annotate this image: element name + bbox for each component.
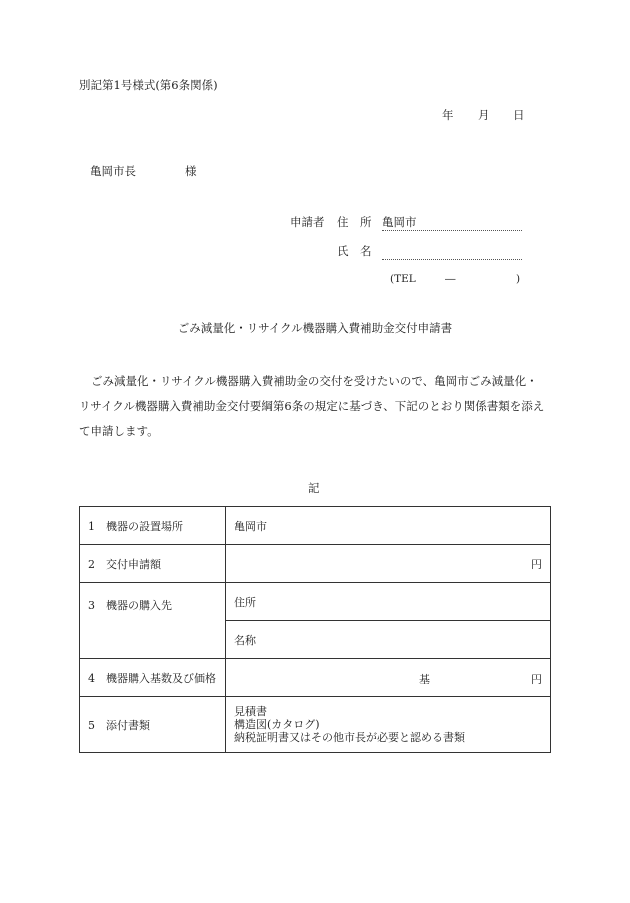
application-table bbox=[79, 506, 551, 753]
price-unit: 円 bbox=[531, 673, 542, 686]
install-location-label: 1 機器の設置場所 bbox=[80, 507, 226, 545]
install-location-value[interactable]: 亀岡市 bbox=[226, 507, 551, 545]
table-row bbox=[80, 507, 551, 545]
attachments-list bbox=[226, 697, 551, 753]
attachment-item: 見積書 bbox=[234, 705, 267, 718]
table-row bbox=[80, 583, 551, 621]
date-day-label: 日 bbox=[513, 108, 525, 122]
addressee-honorific: 様 bbox=[185, 164, 197, 178]
document-title: ごみ減量化・リサイクル機器購入費補助金交付申請書 bbox=[177, 321, 453, 335]
yen-unit: 円 bbox=[531, 557, 542, 571]
address-value: 亀岡市 bbox=[382, 215, 417, 229]
vendor-address-label: 住所 bbox=[234, 595, 256, 609]
count-price-label: 4 機器購入基数及び価格 bbox=[80, 659, 226, 697]
applicant-label: 申請者 bbox=[290, 215, 325, 229]
vendor-label: 3 機器の購入先 bbox=[80, 583, 226, 659]
table-row bbox=[80, 659, 551, 697]
attachment-item: 構造図(カタログ) bbox=[234, 718, 320, 731]
date-year-label: 年 bbox=[442, 108, 454, 122]
attachment-item: 納税証明書又はその他市長が必要と認める書類 bbox=[234, 731, 465, 744]
vendor-address-field[interactable] bbox=[226, 583, 551, 621]
name-field[interactable] bbox=[382, 246, 522, 260]
vendor-name-label: 名称 bbox=[234, 633, 256, 647]
grant-amount-field[interactable] bbox=[226, 545, 551, 583]
table-row bbox=[80, 545, 551, 583]
table-row bbox=[80, 697, 551, 753]
count-price-field[interactable] bbox=[226, 659, 551, 697]
attachments-label: 5 添付書類 bbox=[80, 697, 226, 753]
body-paragraph: ごみ減量化・リサイクル機器購入費補助金の交付を受けたいので、亀岡市ごみ減量化・リサイクル機器購入費補助金交付要綱第6条の規定に基づき、下記のとおり関係書類を添えて申請します。 bbox=[79, 374, 545, 438]
tel-close: ) bbox=[516, 273, 521, 285]
name-label: 氏 名 bbox=[337, 244, 372, 258]
ki-label: 記 bbox=[308, 481, 320, 495]
address-label: 住 所 bbox=[337, 215, 372, 229]
address-field[interactable] bbox=[382, 217, 522, 231]
tel-open: (TEL bbox=[390, 273, 416, 285]
vendor-name-field[interactable] bbox=[226, 621, 551, 659]
date-month-label: 月 bbox=[478, 108, 490, 122]
tel-dash: ― bbox=[445, 273, 456, 285]
form-number-label: 別記第1号様式(第6条関係) bbox=[79, 78, 218, 92]
addressee-name: 亀岡市長 bbox=[90, 164, 136, 178]
grant-amount-label: 2 交付申請額 bbox=[80, 545, 226, 583]
count-unit: 基 bbox=[419, 673, 430, 686]
